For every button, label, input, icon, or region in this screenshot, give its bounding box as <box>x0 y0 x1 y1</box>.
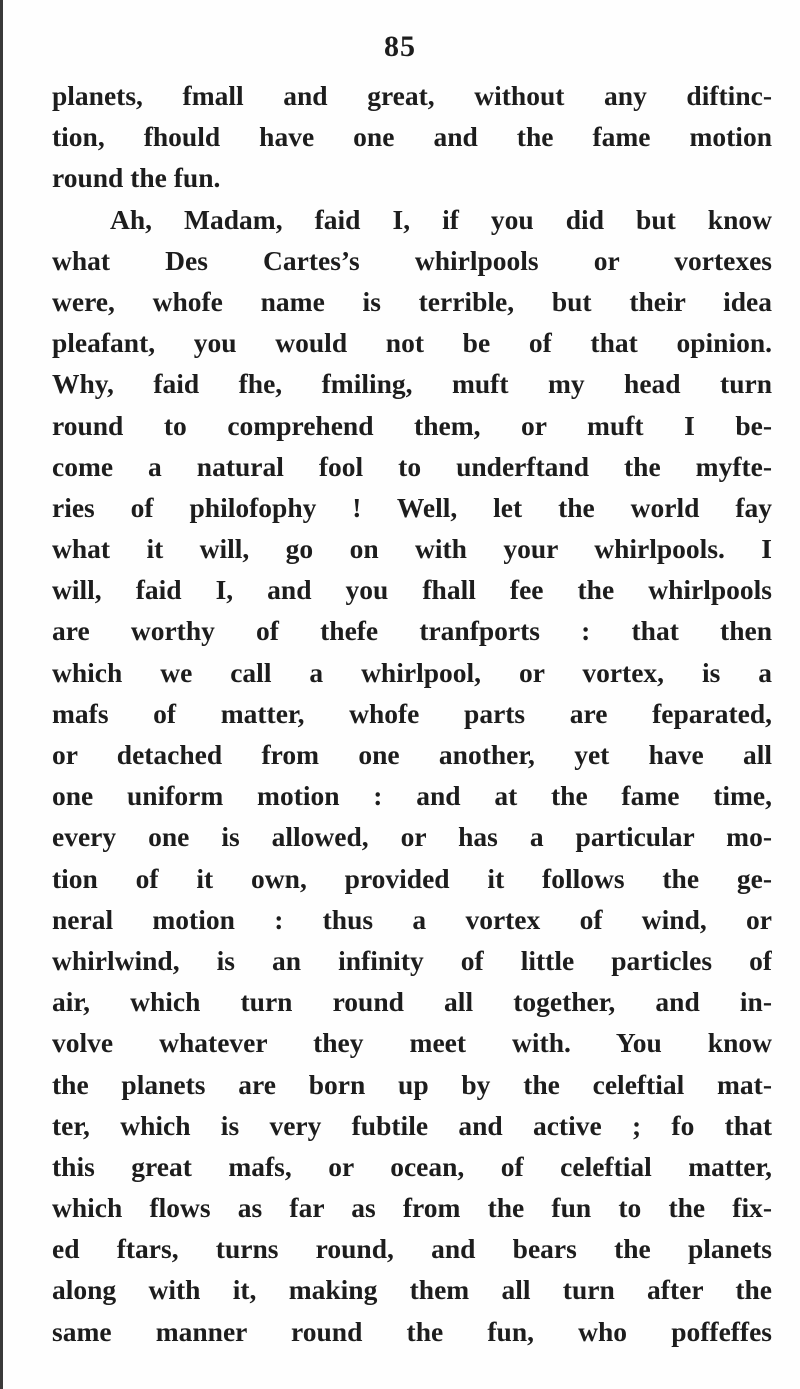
text-line: pleafant, you would not be of that opinion. <box>52 327 772 359</box>
text-line: ter, which is very fubtile and active ; fo that <box>52 1109 772 1141</box>
text-line: what Des Cartes’s whirlpools or vortexes <box>52 244 772 276</box>
text-line: or detached from one another, yet have all <box>52 739 772 770</box>
text-line: which we call a whirlpool, or vortex, is a <box>52 656 772 688</box>
text-line: ries of philofophy ! Well, let the world fay <box>52 491 772 523</box>
text-line: volve whatever they meet with. You know <box>52 1027 772 1059</box>
text-line: whirlwind, is an infinity of little particles of <box>52 944 772 976</box>
text-line: every one is allowed, or has a particular mo- <box>52 821 772 853</box>
text-line: Ah, Madam, faid I, if you did but know <box>110 203 772 235</box>
text-line: along with it, making them all turn after the <box>52 1274 772 1306</box>
text-line: what it will, go on with your whirlpools. I <box>52 533 772 565</box>
text-line: were, whofe name is terrible, but their idea <box>52 285 772 317</box>
text-line: the planets are born up by the celeftial mat- <box>52 1068 772 1100</box>
text-line: will, faid I, and you fhall fee the whirlpools <box>52 574 772 606</box>
text-line: are worthy of thefe tranfports : that then <box>52 615 772 647</box>
body-text <box>52 75 772 1352</box>
text-line: neral motion : thus a vortex of wind, or <box>52 903 772 935</box>
page-number: 85 <box>384 30 416 63</box>
text-line: Why, faid fhe, fmiling, muft my head turn <box>52 368 772 400</box>
text-line: round to comprehend them, or muft I be- <box>52 409 772 441</box>
text-line: tion of it own, provided it follows the ge- <box>52 862 772 894</box>
page-edge <box>0 0 3 1389</box>
text-line: round the fun. <box>52 162 221 194</box>
text-line: air, which turn round all together, and in- <box>52 986 772 1018</box>
text-line: one uniform motion : and at the fame time, <box>52 780 772 812</box>
text-line: planets, fmall and great, without any diftinc- <box>52 80 772 111</box>
text-line: same manner round the fun, who poffeffes <box>52 1315 772 1347</box>
text-line: tion, fhould have one and the fame motion <box>52 121 772 153</box>
text-line: ed ftars, turns round, and bears the planets <box>52 1233 772 1265</box>
text-line: mafs of matter, whofe parts are feparated, <box>52 697 772 729</box>
text-line: come a natural fool to underftand the myfte- <box>52 450 772 482</box>
text-line: this great mafs, or ocean, of celeftial matter, <box>52 1150 772 1182</box>
text-line: which flows as far as from the fun to the fix- <box>52 1192 772 1224</box>
